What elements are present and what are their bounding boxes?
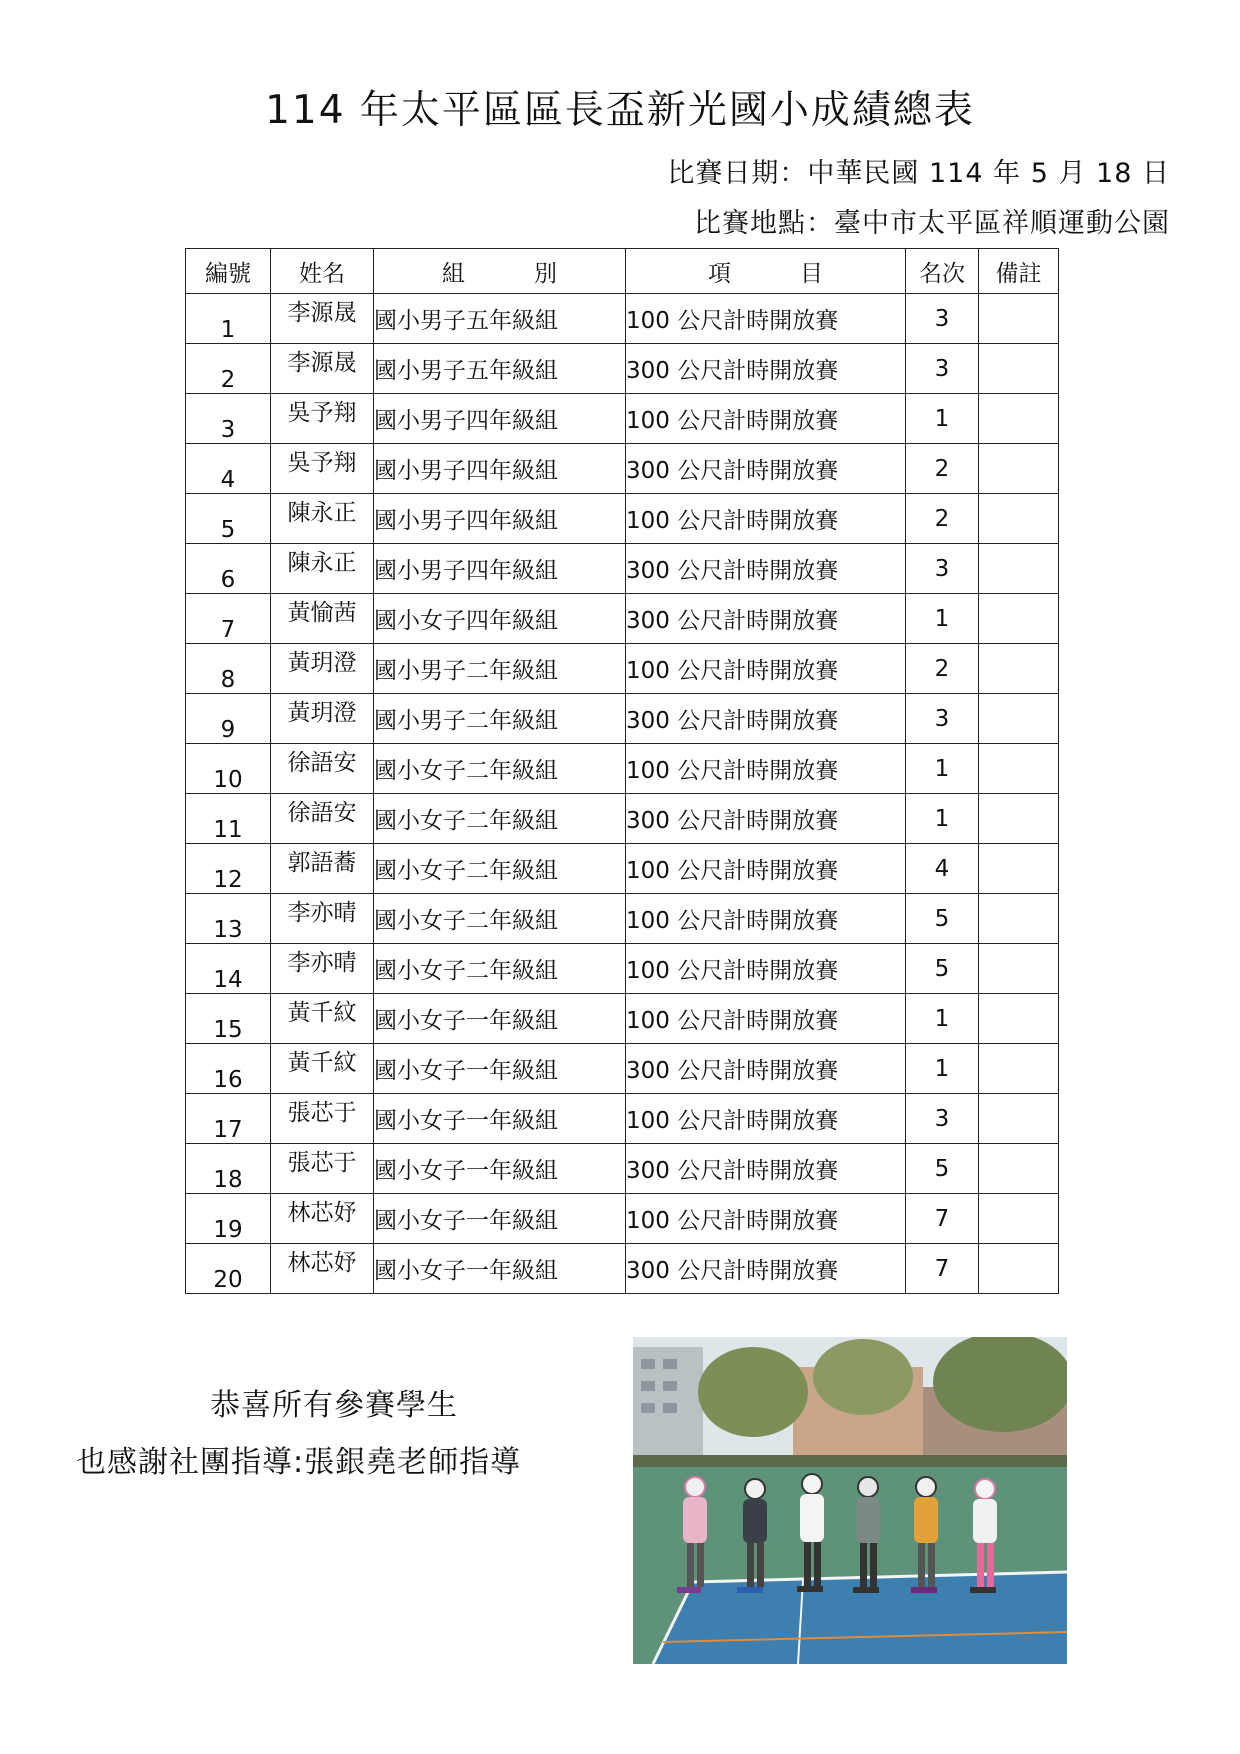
row-number: 4: [186, 444, 271, 494]
table-row: [186, 694, 1059, 744]
row-group: 國小男子四年級組: [374, 394, 626, 444]
row-rank: 2: [906, 494, 979, 544]
row-number: 8: [186, 644, 271, 694]
row-note: [979, 744, 1059, 794]
row-note: [979, 1094, 1059, 1144]
row-rank: 3: [906, 294, 979, 344]
row-name: 徐語安: [271, 794, 374, 844]
row-rank: 1: [906, 1044, 979, 1094]
row-note: [979, 544, 1059, 594]
row-event: 300 公尺計時開放賽: [626, 444, 906, 494]
row-note: [979, 594, 1059, 644]
row-name: 郭語蕎: [271, 844, 374, 894]
row-number: 7: [186, 594, 271, 644]
table-row: [186, 1044, 1059, 1094]
table-row: [186, 644, 1059, 694]
row-number: 9: [186, 694, 271, 744]
row-event: 300 公尺計時開放賽: [626, 594, 906, 644]
header-row: [186, 249, 1059, 294]
row-rank: 2: [906, 444, 979, 494]
row-note: [979, 844, 1059, 894]
row-rank: 2: [906, 644, 979, 694]
row-name: 張芯于: [271, 1094, 374, 1144]
row-number: 12: [186, 844, 271, 894]
row-name: 張芯于: [271, 1144, 374, 1194]
row-group: 國小男子四年級組: [374, 444, 626, 494]
row-group: 國小女子一年級組: [374, 1044, 626, 1094]
row-note: [979, 794, 1059, 844]
row-event: 100 公尺計時開放賽: [626, 1194, 906, 1244]
table-row: [186, 1244, 1059, 1294]
header-rank: 名次: [906, 249, 979, 294]
row-number: 15: [186, 994, 271, 1044]
table-row: [186, 1144, 1059, 1194]
row-group: 國小女子一年級組: [374, 1194, 626, 1244]
row-group: 國小男子二年級組: [374, 694, 626, 744]
row-group: 國小女子二年級組: [374, 944, 626, 994]
row-name: 徐語安: [271, 744, 374, 794]
table-row: [186, 594, 1059, 644]
row-event: 300 公尺計時開放賽: [626, 1044, 906, 1094]
header-name: 姓名: [271, 249, 374, 294]
row-group: 國小女子一年級組: [374, 1244, 626, 1294]
row-number: 20: [186, 1244, 271, 1294]
table-row: [186, 394, 1059, 444]
table-row: [186, 294, 1059, 344]
row-note: [979, 1044, 1059, 1094]
row-number: 14: [186, 944, 271, 994]
row-name: 陳永正: [271, 544, 374, 594]
row-event: 300 公尺計時開放賽: [626, 1244, 906, 1294]
row-group: 國小女子二年級組: [374, 794, 626, 844]
table-row: [186, 944, 1059, 994]
row-number: 10: [186, 744, 271, 794]
row-rank: 1: [906, 744, 979, 794]
row-number: 16: [186, 1044, 271, 1094]
row-event: 100 公尺計時開放賽: [626, 494, 906, 544]
row-note: [979, 694, 1059, 744]
row-event: 100 公尺計時開放賽: [626, 394, 906, 444]
row-name: 黃千紋: [271, 1044, 374, 1094]
header-no: 編號: [186, 249, 271, 294]
row-rank: 7: [906, 1244, 979, 1294]
row-rank: 1: [906, 394, 979, 444]
row-event: 100 公尺計時開放賽: [626, 994, 906, 1044]
row-rank: 5: [906, 1144, 979, 1194]
row-number: 3: [186, 394, 271, 444]
row-group: 國小女子二年級組: [374, 894, 626, 944]
row-group: 國小男子五年級組: [374, 294, 626, 344]
row-name: 吳予翔: [271, 444, 374, 494]
header-event: 項 目: [626, 249, 906, 294]
row-rank: 1: [906, 994, 979, 1044]
row-number: 18: [186, 1144, 271, 1194]
row-rank: 5: [906, 894, 979, 944]
row-number: 17: [186, 1094, 271, 1144]
row-rank: 1: [906, 794, 979, 844]
row-event: 100 公尺計時開放賽: [626, 1094, 906, 1144]
thanks-message: 也感謝社團指導:張銀堯老師指導: [76, 1445, 522, 1480]
row-note: [979, 944, 1059, 994]
row-note: [979, 1144, 1059, 1194]
row-event: 300 公尺計時開放賽: [626, 344, 906, 394]
row-group: 國小男子二年級組: [374, 644, 626, 694]
table-row: [186, 994, 1059, 1044]
table-row: [186, 794, 1059, 844]
table-row: [186, 1094, 1059, 1144]
row-note: [979, 1194, 1059, 1244]
row-group: 國小女子一年級組: [374, 1094, 626, 1144]
row-rank: 5: [906, 944, 979, 994]
row-note: [979, 294, 1059, 344]
row-group: 國小女子一年級組: [374, 994, 626, 1044]
results-body: [186, 294, 1059, 1294]
row-event: 100 公尺計時開放賽: [626, 294, 906, 344]
table-row: [186, 744, 1059, 794]
row-name: 黃千紋: [271, 994, 374, 1044]
row-note: [979, 494, 1059, 544]
table-row: [186, 494, 1059, 544]
row-name: 李源晟: [271, 344, 374, 394]
row-note: [979, 344, 1059, 394]
header-note: 備註: [979, 249, 1059, 294]
row-name: 陳永正: [271, 494, 374, 544]
row-event: 300 公尺計時開放賽: [626, 694, 906, 744]
row-rank: 3: [906, 1094, 979, 1144]
row-event: 300 公尺計時開放賽: [626, 544, 906, 594]
row-note: [979, 994, 1059, 1044]
row-event: 300 公尺計時開放賽: [626, 1144, 906, 1194]
row-note: [979, 444, 1059, 494]
row-number: 11: [186, 794, 271, 844]
competition-date: 比賽日期：中華民國 114 年 5 月 18 日: [667, 158, 1170, 189]
row-rank: 4: [906, 844, 979, 894]
team-photo-image: [633, 1337, 1067, 1664]
table-row: [186, 1194, 1059, 1244]
row-group: 國小女子二年級組: [374, 744, 626, 794]
row-group: 國小男子五年級組: [374, 344, 626, 394]
table-row: [186, 544, 1059, 594]
row-event: 100 公尺計時開放賽: [626, 644, 906, 694]
row-name: 李亦晴: [271, 894, 374, 944]
row-rank: 1: [906, 594, 979, 644]
row-name: 黃玥澄: [271, 644, 374, 694]
congrats-message: 恭喜所有參賽學生: [210, 1388, 458, 1423]
row-note: [979, 394, 1059, 444]
table-row: [186, 844, 1059, 894]
team-photo: [633, 1337, 1067, 1664]
row-name: 吳予翔: [271, 394, 374, 444]
row-name: 李亦晴: [271, 944, 374, 994]
table-row: [186, 894, 1059, 944]
row-event: 300 公尺計時開放賽: [626, 794, 906, 844]
row-group: 國小女子一年級組: [374, 1144, 626, 1194]
row-group: 國小男子四年級組: [374, 494, 626, 544]
row-group: 國小女子二年級組: [374, 844, 626, 894]
row-rank: 3: [906, 344, 979, 394]
table-row: [186, 444, 1059, 494]
row-note: [979, 644, 1059, 694]
row-name: 李源晟: [271, 294, 374, 344]
row-group: 國小男子四年級組: [374, 544, 626, 594]
row-name: 黃愉茜: [271, 594, 374, 644]
row-rank: 3: [906, 694, 979, 744]
row-note: [979, 894, 1059, 944]
competition-venue: 比賽地點：臺中市太平區祥順運動公園: [694, 208, 1170, 239]
row-event: 100 公尺計時開放賽: [626, 844, 906, 894]
row-event: 100 公尺計時開放賽: [626, 744, 906, 794]
row-number: 19: [186, 1194, 271, 1244]
row-number: 5: [186, 494, 271, 544]
row-name: 林芯妤: [271, 1244, 374, 1294]
header-group: 組 別: [374, 249, 626, 294]
row-number: 2: [186, 344, 271, 394]
row-group: 國小女子四年級組: [374, 594, 626, 644]
page-title: 114 年太平區區長盃新光國小成績總表: [265, 88, 975, 133]
row-number: 6: [186, 544, 271, 594]
results-table: [185, 248, 1059, 1294]
row-event: 100 公尺計時開放賽: [626, 944, 906, 994]
row-name: 林芯妤: [271, 1194, 374, 1244]
row-note: [979, 1244, 1059, 1294]
row-number: 13: [186, 894, 271, 944]
table-row: [186, 344, 1059, 394]
row-number: 1: [186, 294, 271, 344]
row-rank: 7: [906, 1194, 979, 1244]
row-name: 黃玥澄: [271, 694, 374, 744]
row-event: 100 公尺計時開放賽: [626, 894, 906, 944]
row-rank: 3: [906, 544, 979, 594]
